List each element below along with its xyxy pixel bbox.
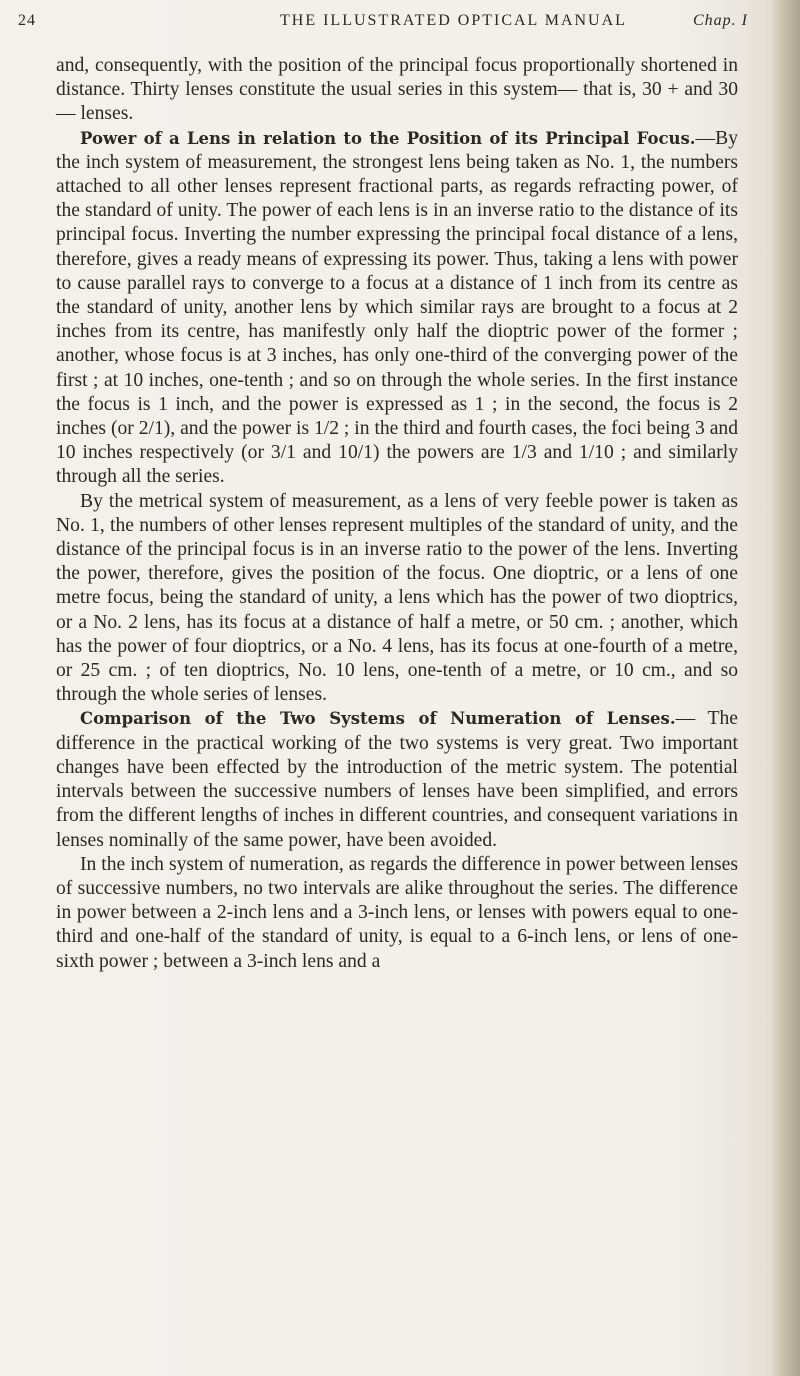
chapter-label: Chap. I <box>693 12 748 29</box>
paragraph-1: and, consequently, with the position of the principal focus proportionally shortened in distance. Thirty lenses constitute the usual series in this system— that is, 30 + and 30 — lenses. <box>56 55 738 125</box>
paragraph-inch-system: In the inch system of numeration, as regards the difference in power between lenses of successive numbers, no two intervals are alike throughout the series. The difference in power between a 2-inch lens and a 3-inch lens, or lenses with powers equal to one-third and one-half of the standard of unity, is equal to a 6-inch lens, or lens of one-sixth power ; between a 3-inch lens and a <box>56 853 738 972</box>
page-body <box>56 54 738 974</box>
paragraph-power-of-lens <box>56 127 738 490</box>
section-heading-comparison: Comparison of the Two Systems of Numeration of Lenses. <box>80 709 676 729</box>
running-title: THE ILLUSTRATED OPTICAL MANUAL <box>280 12 627 29</box>
running-header <box>18 12 748 38</box>
paragraph-comparison-text: — The difference in the practical working of the two systems is very great. Two important changes have been effected by the introduction of the metric system. The potential intervals between the successive numbers of lenses have been simplified, and errors from the different lengths of inches in different countries, and consequent variations in lenses nominally of the same power, have been avoided. <box>56 708 738 851</box>
page-number: 24 <box>18 12 36 29</box>
page-edge-shadow <box>770 0 800 1376</box>
section-heading-power: Power of a Lens in relation to the Position of its Principal Focus. <box>80 128 696 148</box>
paragraph-metrical-system: By the metrical system of measurement, as a lens of very feeble power is taken as No. 1, the numbers of other lenses represent multiples of the standard of unity, and the distance of the principal focus is in an inverse ratio to the power of the lens. Inverting the power, therefore, gives the position of the focus. One dioptric, or a lens of one metre focus, being the standard of unity, a lens which has the power of two dioptrics, or a No. 2 lens, has its focus at a distance of half a metre, or 50 cm. ; another, which has the power of four dioptrics, or a No. 4 lens, has its focus at one-fourth of a metre, or 25 cm. ; of ten dioptrics, No. 10 lens, one-tenth of a metre, or 10 cm., and so through the whole series of lenses. <box>56 490 738 706</box>
paragraph-comparison <box>56 707 738 852</box>
paragraph-power-text: —By the inch system of measurement, the strongest lens being taken as No. 1, the numbers attached to all other lenses represent fractional parts, as regards refracting power, of the standard of unity. The power of each lens is in an inverse ratio to the distance of its principal focus. Inverting the number expressing the principal focal distance of a lens, therefore, gives a ready means of expressing its power. Thus, taking a lens with power to cause parallel rays to converge to a focus at a distance of 1 inch from its centre as the standard of unity, another lens by which similar rays are brought to a focus at 2 inches from its centre, has manifestly only half the dioptric power of the former ; another, whose focus is at 3 inches, has only one-third of the converging power of the first ; at 10 inches, one-tenth ; and so on through the whole series. In the first instance the focus is 1 inch, and the power is expressed as 1 ; in the second, the focus is 2 inches (or 2/1), and the power is 1/2 ; in the third and fourth cases, the foci being 3 and 10 inches respectively (or 3/1 and 10/1) the powers are 1/3 and 1/10 ; and similarly through all the series. <box>56 127 738 488</box>
